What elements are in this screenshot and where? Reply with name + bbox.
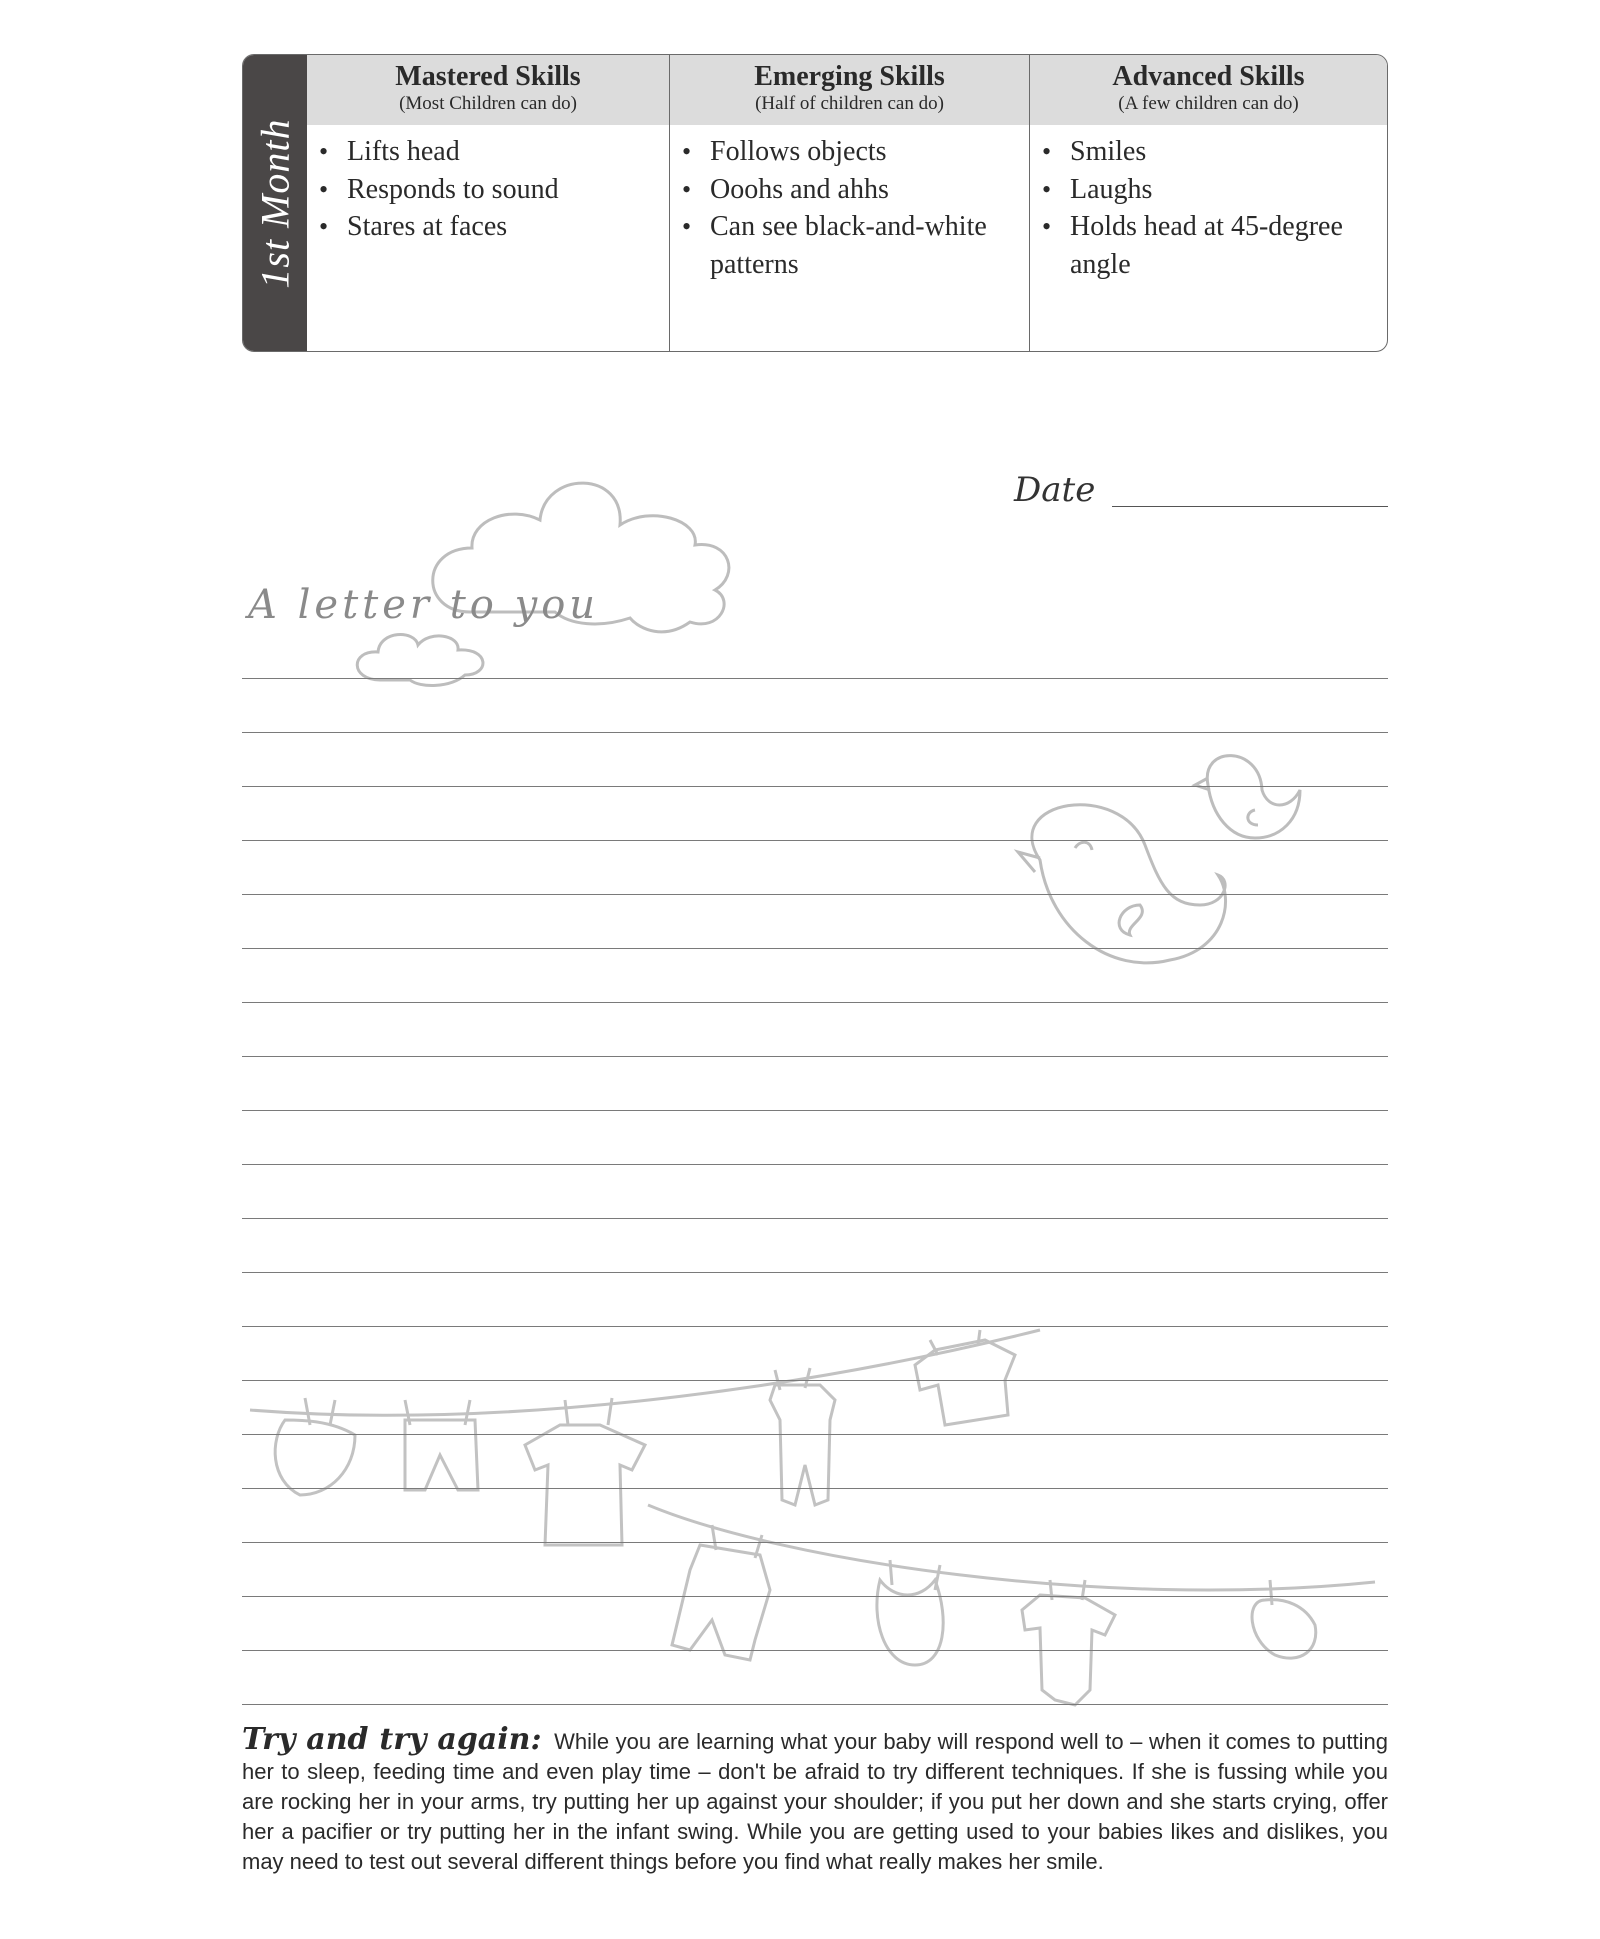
column-subtitle: (A few children can do): [1118, 93, 1299, 114]
writing-line[interactable]: [242, 1542, 1388, 1543]
column-title: Advanced Skills: [1112, 61, 1305, 92]
writing-line[interactable]: [242, 1596, 1388, 1597]
writing-line[interactable]: [242, 1488, 1388, 1489]
month-label: 1st Month: [252, 117, 298, 289]
writing-lines[interactable]: [242, 0, 1388, 1939]
writing-line[interactable]: [242, 1380, 1388, 1381]
writing-line[interactable]: [242, 1218, 1388, 1219]
writing-line[interactable]: [242, 948, 1388, 949]
skill-item: • Responds to sound: [319, 171, 669, 209]
writing-line[interactable]: [242, 1110, 1388, 1111]
skill-item: • Follows objects: [682, 133, 1029, 171]
skill-item: • Ooohs and ahhs: [682, 171, 1029, 209]
column-title: Mastered Skills: [395, 61, 581, 92]
tip-title: Try and try again:: [242, 1722, 542, 1757]
column-subtitle: (Most Children can do): [399, 93, 577, 114]
skill-item: • Laughs: [1042, 171, 1387, 209]
skill-item: • Can see black-and-white patterns: [682, 208, 1029, 283]
skill-item: • Lifts head: [319, 133, 669, 171]
skill-item: • Stares at faces: [319, 208, 669, 246]
tip-body: While you are learning what your baby will respond well to – when it comes to putting her to sleep, feeding time and even play time – don't be afraid to try different techniques. If she is fussing while you are rocking her in your arms, try putting her up against your shoulder; if you put her down and she starts crying, offer her a pacifier or try putting her in the infant swing. While you are getting used to your babies likes and dislikes, you may need to test out several different things before you find what really makes her smile.: [242, 1729, 1389, 1874]
skill-item: • Holds head at 45-degree angle: [1042, 208, 1387, 283]
writing-line[interactable]: [242, 840, 1388, 841]
writing-line[interactable]: [242, 894, 1388, 895]
writing-line[interactable]: [242, 678, 1388, 679]
writing-line[interactable]: [242, 1326, 1388, 1327]
writing-line[interactable]: [242, 1056, 1388, 1057]
writing-line[interactable]: [242, 1650, 1388, 1651]
tip-paragraph: [242, 1722, 1389, 1877]
date-label: Date: [1014, 470, 1096, 510]
writing-line[interactable]: [242, 732, 1388, 733]
writing-line[interactable]: [242, 1164, 1388, 1165]
skill-item: • Smiles: [1042, 133, 1387, 171]
writing-line[interactable]: [242, 786, 1388, 787]
column-subtitle: (Half of children can do): [755, 93, 944, 114]
writing-line[interactable]: [242, 1434, 1388, 1435]
letter-heading: A letter to you: [248, 582, 600, 628]
column-title: Emerging Skills: [754, 61, 945, 92]
writing-line[interactable]: [242, 1272, 1388, 1273]
writing-line[interactable]: [242, 1002, 1388, 1003]
writing-line[interactable]: [242, 1704, 1388, 1705]
